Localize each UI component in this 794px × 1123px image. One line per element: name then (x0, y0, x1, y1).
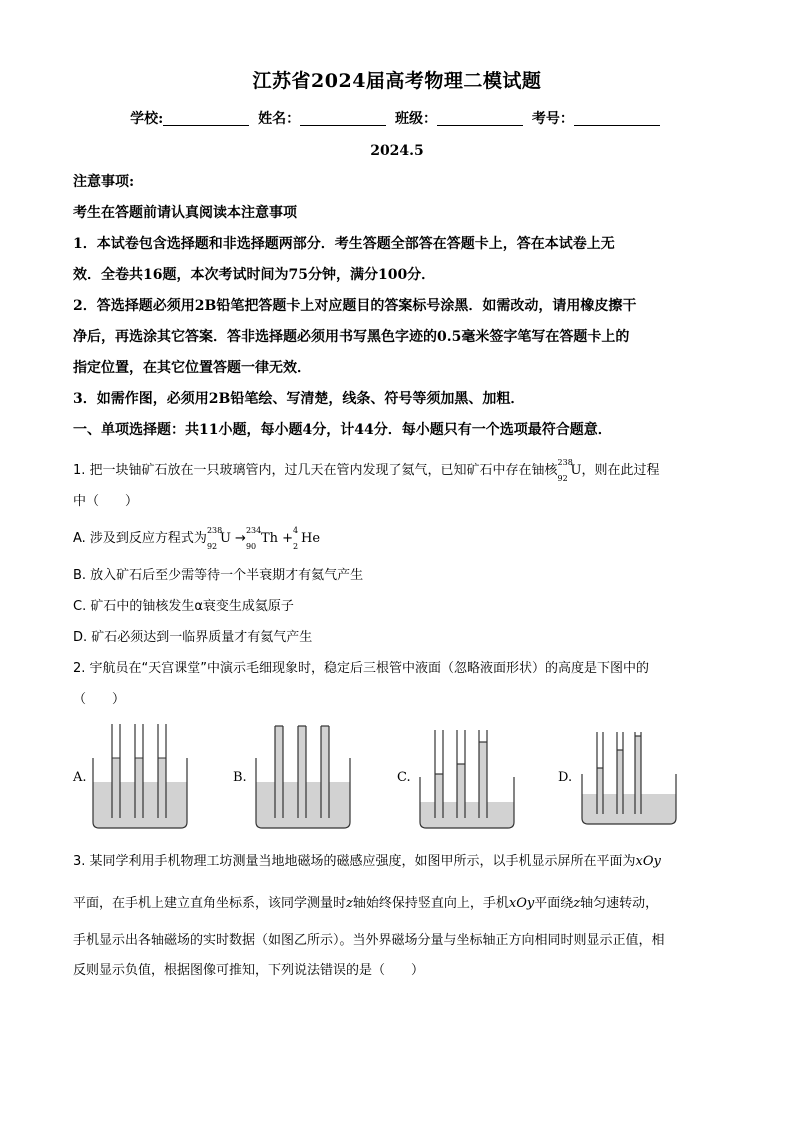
notice-item1-line2: 效．全卷共16题，本次考试时间为75分钟，满分100分． (73, 267, 436, 283)
reaction-th: 234 90 Th (245, 526, 278, 551)
z-symbol: z (573, 896, 581, 911)
q2-stem-line2: （ ） (73, 692, 126, 707)
name-label: 姓名： (258, 111, 301, 127)
xoy-symbol: xOy (635, 854, 661, 869)
q2-figure-a[interactable] (90, 722, 190, 832)
uranium-nuclide: 238 92 U (557, 458, 582, 483)
q3-stem-line1: 3. 某同学利用手机物理工坊测量当地地磁场的磁感应强度，如图甲所示，以手机显示屏所在平面为xOy (73, 854, 661, 869)
section-heading: 一、单项选择题：共11小题，每小题4分，计44分．每小题只有一个选项最符合题意． (73, 422, 612, 438)
number-blank[interactable] (574, 111, 660, 126)
class-label: 班级： (395, 111, 438, 127)
school-blank[interactable] (163, 111, 249, 126)
student-info-row (0, 108, 794, 128)
tube-liquid (112, 758, 120, 818)
reaction-plus: + (282, 531, 294, 546)
q3-stem-line3: 手机显示出各轴磁场的实时数据（如图乙所示）。当外界磁场分量与坐标轴正方向相同时则显示正值，相 (73, 933, 665, 948)
q1-option-d[interactable]: D. 矿石必须达到一临界质量才有氦气产生 (73, 630, 313, 645)
q1-stem-line2: 中（ ） (73, 494, 139, 509)
q2-figure-c[interactable] (417, 722, 517, 832)
name-blank[interactable] (300, 111, 386, 126)
reaction-arrow: → (235, 531, 246, 546)
q3-stem-line4: 反则显示负值，根据图像可推知，下列说法错误的是（ ） (73, 963, 425, 978)
q2-figure-b[interactable] (253, 722, 353, 832)
q1-stem-line1: 1. 把一块铀矿石放在一只玻璃管内，过几天在管内发现了氦气，已知矿石中存在铀核 238 92 U，则在此过程 (73, 458, 660, 483)
q2-stem-line1: 2. 宇航员在“天宫课堂”中演示毛细现象时，稳定后三根管中液面（忽略液面形状）的高度是下图中的 (73, 661, 650, 676)
q1-option-c[interactable]: C. 矿石中的铀核发生α衰变生成氦原子 (73, 599, 294, 614)
q1-option-b[interactable]: B. 放入矿石后至少需等待一个半衰期才有氦气产生 (73, 568, 364, 583)
reaction-u: 238 92 U (206, 526, 231, 551)
exam-date: 2024.5 (370, 143, 424, 159)
notice-heading: 注意事项: (73, 174, 135, 190)
q1-option-a[interactable]: A. 涉及到反应方程式为 238 92 U → 234 90 Th + 4 2 He (73, 526, 321, 551)
q2-option-c-label[interactable]: C. (397, 770, 411, 785)
notice-item2-line1: 2．答选择题必须用2B铅笔把答题卡上对应题目的答案标号涂黑．如需改动，请用橡皮擦干 (73, 298, 637, 314)
q2-option-b-label[interactable]: B. (233, 770, 247, 785)
notice-item2-line3: 指定位置，在其它位置答题一律无效． (73, 360, 311, 376)
q2-figure-d[interactable] (579, 722, 679, 832)
reaction-he: 4 2 He (293, 526, 321, 551)
page-title: 江苏省2024届高考物理二模试题 (252, 70, 542, 92)
notice-item2-line2: 净后，再选涂其它答案．答非选择题必须用书写黑色字迹的0.5毫米签字笔写在答题卡上的 (73, 329, 630, 345)
tube-liquid (135, 758, 143, 818)
school-label: 学校: (130, 111, 164, 127)
q2-option-d-label[interactable]: D. (558, 770, 573, 785)
notice-intro: 考生在答题前请认真阅读本注意事项 (73, 205, 297, 221)
q2-option-a-label[interactable]: A. (73, 770, 87, 785)
z-symbol: z (346, 896, 353, 911)
tube-liquid (158, 758, 166, 818)
number-label: 考号： (531, 111, 574, 127)
xoy-symbol: xOy (508, 896, 535, 911)
notice-item1-line1: 1．本试卷包含选择题和非选择题两部分．考生答题全部答在答题卡上，答在本试卷上无 (73, 236, 615, 252)
q3-stem-line2: 平面，在手机上建立直角坐标系，该同学测量时z轴始终保持竖直向上，手机xOy平面绕z轴匀速转动， (73, 896, 659, 911)
class-blank[interactable] (437, 111, 523, 126)
notice-item3: 3．如需作图，必须用2B铅笔绘、写清楚，线条、符号等须加黑、加粗． (73, 391, 525, 407)
